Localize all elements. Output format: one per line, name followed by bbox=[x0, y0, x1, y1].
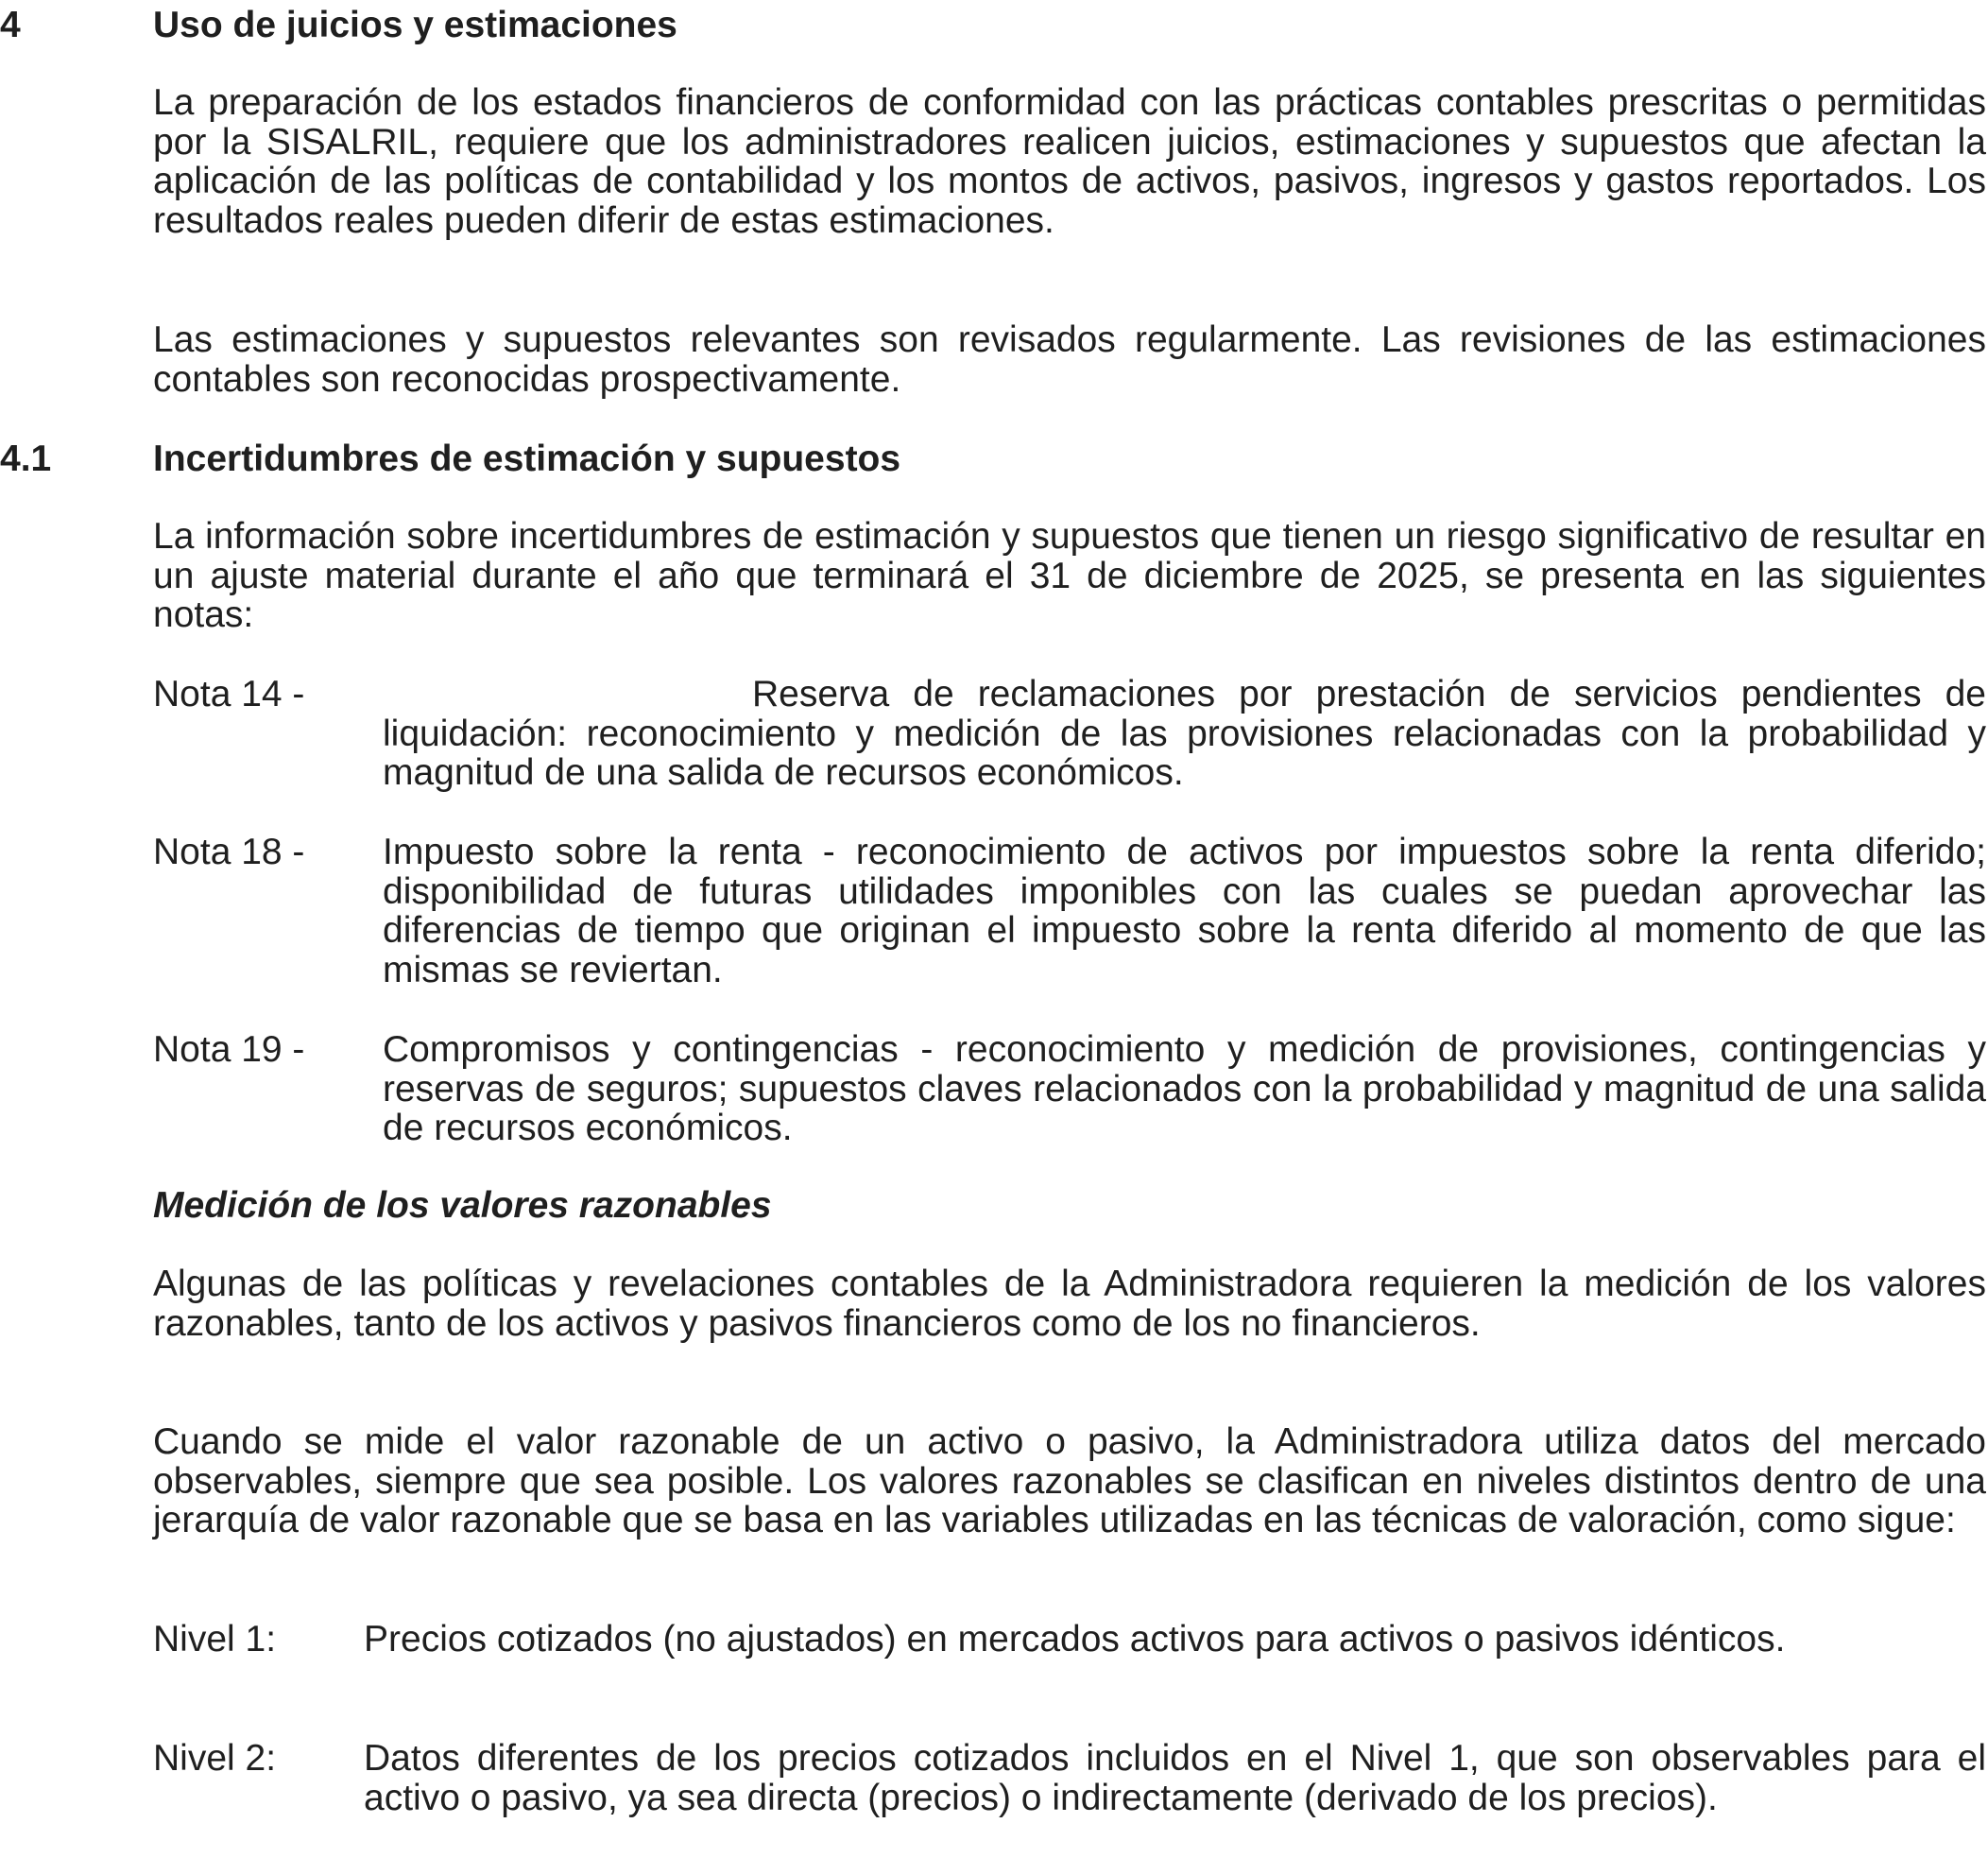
subsection-number: 4.1 bbox=[0, 439, 52, 479]
paragraph: Algunas de las políticas y revelaciones contables de la Administradora requieren la medición de los valores razonables, tanto de los activos y pasivos financieros como de los no financieros. bbox=[153, 1264, 1986, 1344]
note-label: Nota 19 - bbox=[153, 1029, 305, 1070]
note-text: Compromisos y contingencias - reconocimiento y medición de provisiones, contingencias y reservas de seguros; supuestos claves relacionados con la probabilidad y magnitud de una salida de recursos económicos. bbox=[383, 1029, 1986, 1148]
section-number: 4 bbox=[0, 5, 21, 45]
paragraph: La información sobre incertidumbres de estimación y supuestos que tienen un riesgo significativo de resultar en un ajuste material durante el año que terminará el 31 de diciembre de 2025, se presenta en las siguientes notas: bbox=[153, 516, 1986, 635]
level-text: Precios cotizados (no ajustados) en mercados activos para activos o pasivos idénticos. bbox=[364, 1619, 1786, 1660]
paragraph: Cuando se mide el valor razonable de un activo o pasivo, la Administradora utiliza datos del mercado observables, siempre que sea posible. Los valores razonables se clasifican en niveles distintos dentro de una jerarquía de valor razonable que se basa en las variables utilizadas en las técnicas de valoración, como sigue: bbox=[153, 1421, 1986, 1540]
paragraph: Las estimaciones y supuestos relevantes son revisados regularmente. Las revisiones de las estimaciones contables son reconocidas prospectivamente. bbox=[153, 319, 1986, 400]
fair-value-title: Medición de los valores razonables bbox=[153, 1185, 772, 1226]
note-label: Nota 14 - bbox=[153, 674, 305, 714]
note-text: Impuesto sobre la renta - reconocimiento de activos por impuestos sobre la renta diferido; disponibilidad de futuras utilidades imponibles con las cuales se puedan aprovechar las diferencias de tiempo que originan el impuesto sobre la renta diferido al momento de que las mismas se reviertan. bbox=[383, 832, 1986, 990]
subsection-title: Incertidumbres de estimación y supuestos bbox=[153, 439, 901, 479]
note-label: Nota 18 - bbox=[153, 832, 305, 872]
note-text: Reserva de reclamaciones por prestación de servicios pendientes de liquidación: reconocimiento y medición de las provisiones relacionadas con la probabilidad y magnitud de una salida de recursos económicos. bbox=[383, 674, 1986, 793]
level-label: Nivel 1: bbox=[153, 1619, 277, 1660]
level-label: Nivel 2: bbox=[153, 1738, 277, 1779]
section-title: Uso de juicios y estimaciones bbox=[153, 5, 677, 45]
paragraph: La preparación de los estados financieros de conformidad con las prácticas contables prescritas o permitidas por la SISALRIL, requiere que los administradores realicen juicios, estimaciones y supuestos que afectan la aplicación de las políticas de contabilidad y los montos de activos, pasivos, ingresos y gastos reportados. Los resultados reales pueden diferir de estas estimaciones. bbox=[153, 82, 1986, 241]
level-text: Datos diferentes de los precios cotizados incluidos en el Nivel 1, que son observables para el activo o pasivo, ya sea directa (precios) o indirectamente (derivado de los precios). bbox=[364, 1738, 1986, 1818]
